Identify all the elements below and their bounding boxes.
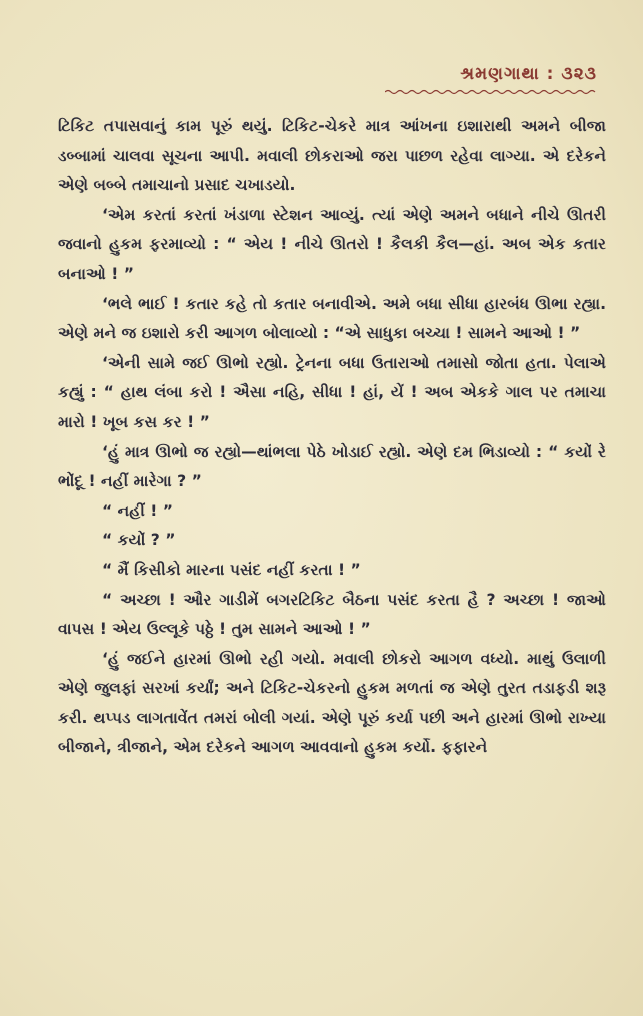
paragraph-7: ‘હું જઈને હારમાં ઊભો રહી ગયો. મવાલી છોકરો આગળ વધ્યો. માથું ઉલાળી એણે જુલફાં સરખાં કર્યાં; અને ટિકિટ-ચેકરનો હુકમ મળતાં જ એણે તુરત તડાફડી શરૂ કરી. થપ્પડ લાગતાવેંત તમરાં બોલી ગયાં. એણે પૂરું કર્યા પછી અને હારમાં ઊભો રાખ્યા બીજાને, ત્રીજાને, એમ દરેકને આગળ આવવાનો હુકમ કર્યો. ફફારને	[58, 649, 606, 757]
paragraph-4: ‘એની સામે જઈ ઊભો રહ્યો. ટ્રેનના બધા ઉતારાઓ તમાસો જોતા હતા. પેલાએ કહ્યું : “ હાથ લંબા કરો ! ઐસા નહિ, સીધા ! હાં, યેં ! અબ એકકે ગાલ પર તમાચા મારો ! ખૂબ કસ કર ! ”	[58, 353, 606, 431]
dialog-line-2: “ કયોં ? ”	[102, 531, 176, 550]
decorative-wavy-rule	[385, 89, 597, 95]
dialog-line-1: “ નહીં ! ”	[102, 501, 174, 520]
paragraph-5: ‘હું માત્ર ઊભો જ રહ્યો—થાંભલા પેઠે ખોડાઈ રહ્યો. એણે દમ ભિડાવ્યો : “ કયોં રે ભોંદૂ ! નહીં મારેગા ? ”	[58, 442, 606, 491]
paragraph-1: ટિકિટ તપાસવાનું કામ પૂરું થયું. ટિકિટ-ચેકરે માત્ર આંખના ઇશારાથી અમને બીજા ડબ્બામાં ચાલવા સૂચના આપી. મવાલી છોકરાઓ જરા પાછળ રહેવા લાગ્યા. એ દરેકને એણે બબ્બે તમાચાનો પ્રસાદ ચખાડયો.	[58, 117, 606, 195]
paragraph-3: ‘ભલે ભાઈ ! કતાર કહે તો કતાર બનાવીએ. અમે બધા સીધા હારબંધ ઊભા રહ્યા. એણે મને જ ઇશારો કરી આગળ બોલાવ્યો : “એ સાધુકા બચ્ચા ! સામને આઓ ! ”	[58, 294, 606, 343]
running-head: શ્રમણગાથા : ૩૨૩	[460, 64, 597, 84]
body-text	[58, 112, 606, 763]
paragraph-6: “ અચ્છા ! ઔર ગાડીમેં બગરટિકિટ બૈઠના પસંદ કરતા હૈ ? અચ્છા ! જાઓ વાપસ ! એય ઉલ્લૂકે પઠ્ઠે ! તુમ સામને આઓ ! ”	[58, 590, 606, 639]
dialog-line-3: “ મૈં કિસીકો મારના પસંદ નહીં કરતા ! ”	[102, 560, 361, 579]
paragraph-2: ‘એમ કરતાં કરતાં ખંડાળા સ્ટેશન આવ્યું. ત્યાં એણે અમને બધાને નીચે ઊતરી જવાનો હુકમ ફરમાવ્યો : “ એય ! નીચે ઊતરો ! કૈલકી કૈલ—હાં. અબ એક કતાર બનાઓ ! ”	[58, 205, 606, 283]
